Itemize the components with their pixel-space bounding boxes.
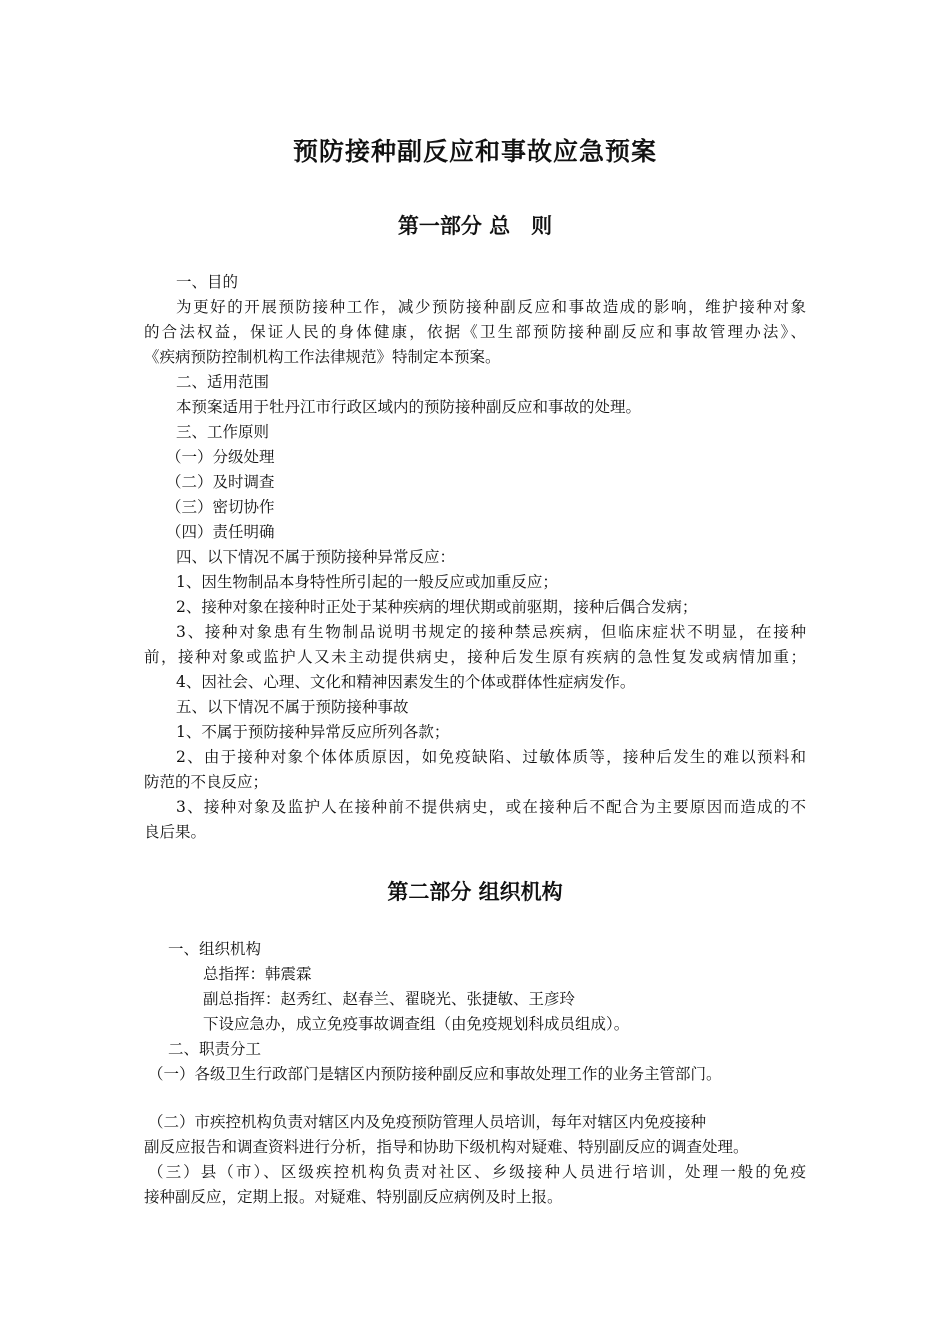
purpose-line-2: 的合法权益，保证人民的身体健康，依据《卫生部预防接种副反应和事故管理办法》、 [144,323,806,341]
abnormal-item-3-line-2: 前，接种对象或监护人又未主动提供病史，接种后发生原有疾病的急性复发或病情加重； [144,648,806,666]
part1-heading: 第一部分 总 则 [397,213,553,238]
abnormal-item-4: 4、因社会、心理、文化和精神因素发生的个体或群体性症病发作。 [176,673,636,691]
commander: 总指挥：韩震霖 [203,965,312,983]
purpose-heading: 一、目的 [176,273,239,291]
abnormal-item-2: 2、接种对象在接种时正处于某种疾病的埋伏期或前驱期，接种后偶合发病； [176,598,698,616]
duty-item-1: （一）各级卫生行政部门是辖区内预防接种副反应和事故处理工作的业务主管部门。 [148,1065,722,1083]
accident-item-1: 1、不属于预防接种异常反应所列各款； [176,723,450,741]
duty-item-2-line-1: （二）市疾控机构负责对辖区内及免疫预防管理人员培训，每年对辖区内免疫接种 [148,1113,707,1131]
duty-item-3-line-1: （三）县（市）、区级疾控机构负责对社区、乡级接种人员进行培训，处理一般的免疫 [148,1163,806,1181]
principle-item-4: （四）责任明确 [166,523,275,541]
accident-heading: 五、以下情况不属于预防接种事故 [176,698,409,716]
principle-heading: 三、工作原则 [176,423,270,441]
abnormal-heading: 四、以下情况不属于预防接种异常反应： [176,548,456,566]
accident-item-3-line-1: 3、接种对象及监护人在接种前不提供病史，或在接种后不配合为主要原因而造成的不 [176,798,806,816]
deputy-commanders: 副总指挥：赵秀红、赵春兰、翟晓光、张捷敏、王彦玲 [203,990,576,1008]
part2-heading: 第二部分 组织机构 [387,879,563,904]
abnormal-item-1: 1、因生物制品本身特性所引起的一般反应或加重反应； [176,573,558,591]
emergency-office: 下设应急办，成立免疫事故调查组（由免疫规划科成员组成）。 [203,1015,630,1033]
duty-heading: 二、职责分工 [168,1040,262,1058]
accident-item-3-line-2: 良后果。 [144,823,207,841]
document-title: 预防接种副反应和事故应急预案 [292,137,657,166]
duty-item-2-line-2: 副反应报告和调查资料进行分析，指导和协助下级机构对疑难、特别副反应的调查处理。 [144,1138,749,1156]
duty-item-3-line-2: 接种副反应，定期上报。对疑难、特别副反应病例及时上报。 [144,1188,563,1206]
scope-text: 本预案适用于牡丹江市行政区域内的预防接种副反应和事故的处理。 [176,398,642,416]
abnormal-item-3-line-1: 3、接种对象患有生物制品说明书规定的接种禁忌疾病，但临床症状不明显，在接种 [176,623,806,641]
purpose-line-3: 《疾病预防控制机构工作法律规范》特制定本预案。 [144,348,501,366]
principle-item-3: （三）密切协作 [166,498,275,516]
accident-item-2-line-1: 2、由于接种对象个体体质原因，如免疫缺陷、过敏体质等，接种后发生的难以预料和 [176,748,806,766]
principle-item-1: （一）分级处理 [166,448,275,466]
org-heading: 一、组织机构 [168,940,262,958]
purpose-line-1: 为更好的开展预防接种工作，减少预防接种副反应和事故造成的影响，维护接种对象 [176,298,806,316]
accident-item-2-line-2: 防范的不良反应； [144,773,269,791]
principle-item-2: （二）及时调查 [166,473,275,491]
scope-heading: 二、适用范围 [176,373,270,391]
